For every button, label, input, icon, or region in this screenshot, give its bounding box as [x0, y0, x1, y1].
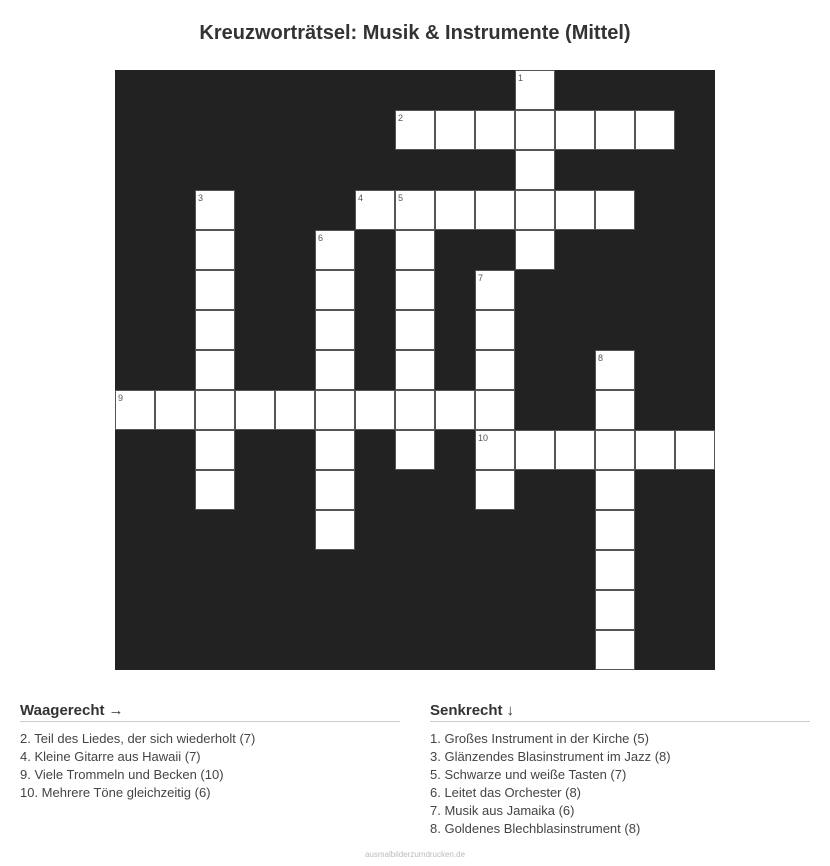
- crossword-cell[interactable]: [395, 350, 435, 390]
- crossword-cell[interactable]: [595, 430, 635, 470]
- down-clue: 8. Goldenes Blechblasinstrument (8): [430, 821, 641, 836]
- crossword-cell[interactable]: [515, 430, 555, 470]
- crossword-cell[interactable]: [595, 390, 635, 430]
- crossword-cell[interactable]: [675, 430, 715, 470]
- footer-credit: ausmalbilderzumdrucken.de: [364, 850, 466, 859]
- across-clue-list: [20, 730, 400, 802]
- down-clue-list: [430, 730, 810, 838]
- clue-number: 4: [358, 193, 364, 203]
- crossword-cell[interactable]: [515, 190, 555, 230]
- across-heading-label: Waagerecht: [20, 702, 105, 719]
- crossword-cell[interactable]: [515, 110, 555, 150]
- crossword-cell[interactable]: [355, 190, 395, 230]
- crossword-cell[interactable]: [195, 190, 235, 230]
- crossword-cell[interactable]: [395, 270, 435, 310]
- page-title: Kreuzworträtsel: Musik & Instrumente (Mittel): [199, 22, 631, 44]
- down-clue: 1. Großes Instrument in der Kirche (5): [430, 731, 649, 746]
- down-heading-label: Senkrecht: [430, 702, 503, 719]
- crossword-cell[interactable]: [555, 110, 595, 150]
- crossword-cell[interactable]: [595, 630, 635, 670]
- clue-number: 2: [398, 113, 404, 123]
- crossword-cell[interactable]: [595, 550, 635, 590]
- crossword-cell[interactable]: [435, 110, 475, 150]
- across-clue: 2. Teil des Liedes, der sich wiederholt (7): [20, 731, 256, 746]
- crossword-cell[interactable]: [395, 310, 435, 350]
- crossword-cell[interactable]: [315, 310, 355, 350]
- arrow-down-icon: ↓: [506, 702, 515, 719]
- crossword-cell[interactable]: [635, 110, 675, 150]
- crossword-cell[interactable]: [595, 590, 635, 630]
- crossword-cell[interactable]: [315, 270, 355, 310]
- across-clue: 4. Kleine Gitarre aus Hawaii (7): [20, 749, 201, 764]
- crossword-cell[interactable]: [475, 390, 515, 430]
- down-clue: 5. Schwarze und weiße Tasten (7): [430, 767, 627, 782]
- crossword-cell[interactable]: [235, 390, 275, 430]
- crossword-cell[interactable]: [475, 310, 515, 350]
- crossword-cell[interactable]: [195, 350, 235, 390]
- down-clue: 6. Leitet das Orchester (8): [430, 785, 582, 800]
- crossword-cell[interactable]: [595, 470, 635, 510]
- crossword-cell[interactable]: [555, 430, 595, 470]
- crossword-cell[interactable]: [555, 190, 595, 230]
- crossword-cell[interactable]: [435, 390, 475, 430]
- crossword-cell[interactable]: [515, 230, 555, 270]
- crossword-cell[interactable]: [315, 510, 355, 550]
- crossword-cell[interactable]: [475, 430, 515, 470]
- down-clue: 3. Glänzendes Blasinstrument im Jazz (8): [430, 749, 671, 764]
- crossword-cell[interactable]: [395, 390, 435, 430]
- crossword-cell[interactable]: [475, 270, 515, 310]
- clue-number: 8: [598, 353, 604, 363]
- down-heading: [430, 702, 810, 722]
- across-clue: 10. Mehrere Töne gleichzeitig (6): [20, 785, 211, 800]
- clue-number: 9: [118, 393, 124, 403]
- crossword-cell[interactable]: [195, 310, 235, 350]
- crossword-cell[interactable]: [155, 390, 195, 430]
- crossword-cell[interactable]: [195, 470, 235, 510]
- crossword-cell[interactable]: [435, 190, 475, 230]
- across-clue: 9. Viele Trommeln und Becken (10): [20, 767, 224, 782]
- crossword-cell[interactable]: [115, 390, 155, 430]
- crossword-cell[interactable]: [475, 470, 515, 510]
- clue-number: 5: [398, 193, 404, 203]
- crossword-cell[interactable]: [195, 390, 235, 430]
- crossword-cell[interactable]: [515, 150, 555, 190]
- crossword-cell[interactable]: [315, 390, 355, 430]
- crossword-cell[interactable]: [275, 390, 315, 430]
- crossword-cell[interactable]: [315, 470, 355, 510]
- crossword-cell[interactable]: [595, 510, 635, 550]
- crossword-cell[interactable]: [315, 230, 355, 270]
- crossword-cell[interactable]: [595, 350, 635, 390]
- clue-number: 10: [478, 433, 489, 443]
- crossword-cell[interactable]: [315, 430, 355, 470]
- across-clues-section: [20, 702, 400, 802]
- crossword-cell[interactable]: [315, 350, 355, 390]
- crossword-cell[interactable]: [475, 110, 515, 150]
- crossword-cell[interactable]: [395, 230, 435, 270]
- clue-number: 6: [318, 233, 324, 243]
- crossword-cell[interactable]: [395, 190, 435, 230]
- crossword-cell[interactable]: [475, 350, 515, 390]
- clue-number: 7: [478, 273, 484, 283]
- arrow-right-icon: →: [108, 702, 124, 719]
- clue-number: 3: [198, 193, 204, 203]
- crossword-cell[interactable]: [635, 430, 675, 470]
- crossword-cell[interactable]: [515, 70, 555, 110]
- crossword-grid: [115, 70, 715, 670]
- crossword-cell[interactable]: [595, 110, 635, 150]
- crossword-cell[interactable]: [595, 190, 635, 230]
- crossword-cell[interactable]: [195, 270, 235, 310]
- crossword-cell[interactable]: [395, 430, 435, 470]
- down-clue: 7. Musik aus Jamaika (6): [430, 803, 575, 818]
- crossword-cell[interactable]: [475, 190, 515, 230]
- down-clues-section: [430, 702, 810, 838]
- crossword-cell[interactable]: [195, 230, 235, 270]
- crossword-cell[interactable]: [355, 390, 395, 430]
- crossword-cell[interactable]: [195, 430, 235, 470]
- across-heading: [20, 702, 400, 722]
- crossword-cell[interactable]: [395, 110, 435, 150]
- clue-number: 1: [518, 73, 524, 83]
